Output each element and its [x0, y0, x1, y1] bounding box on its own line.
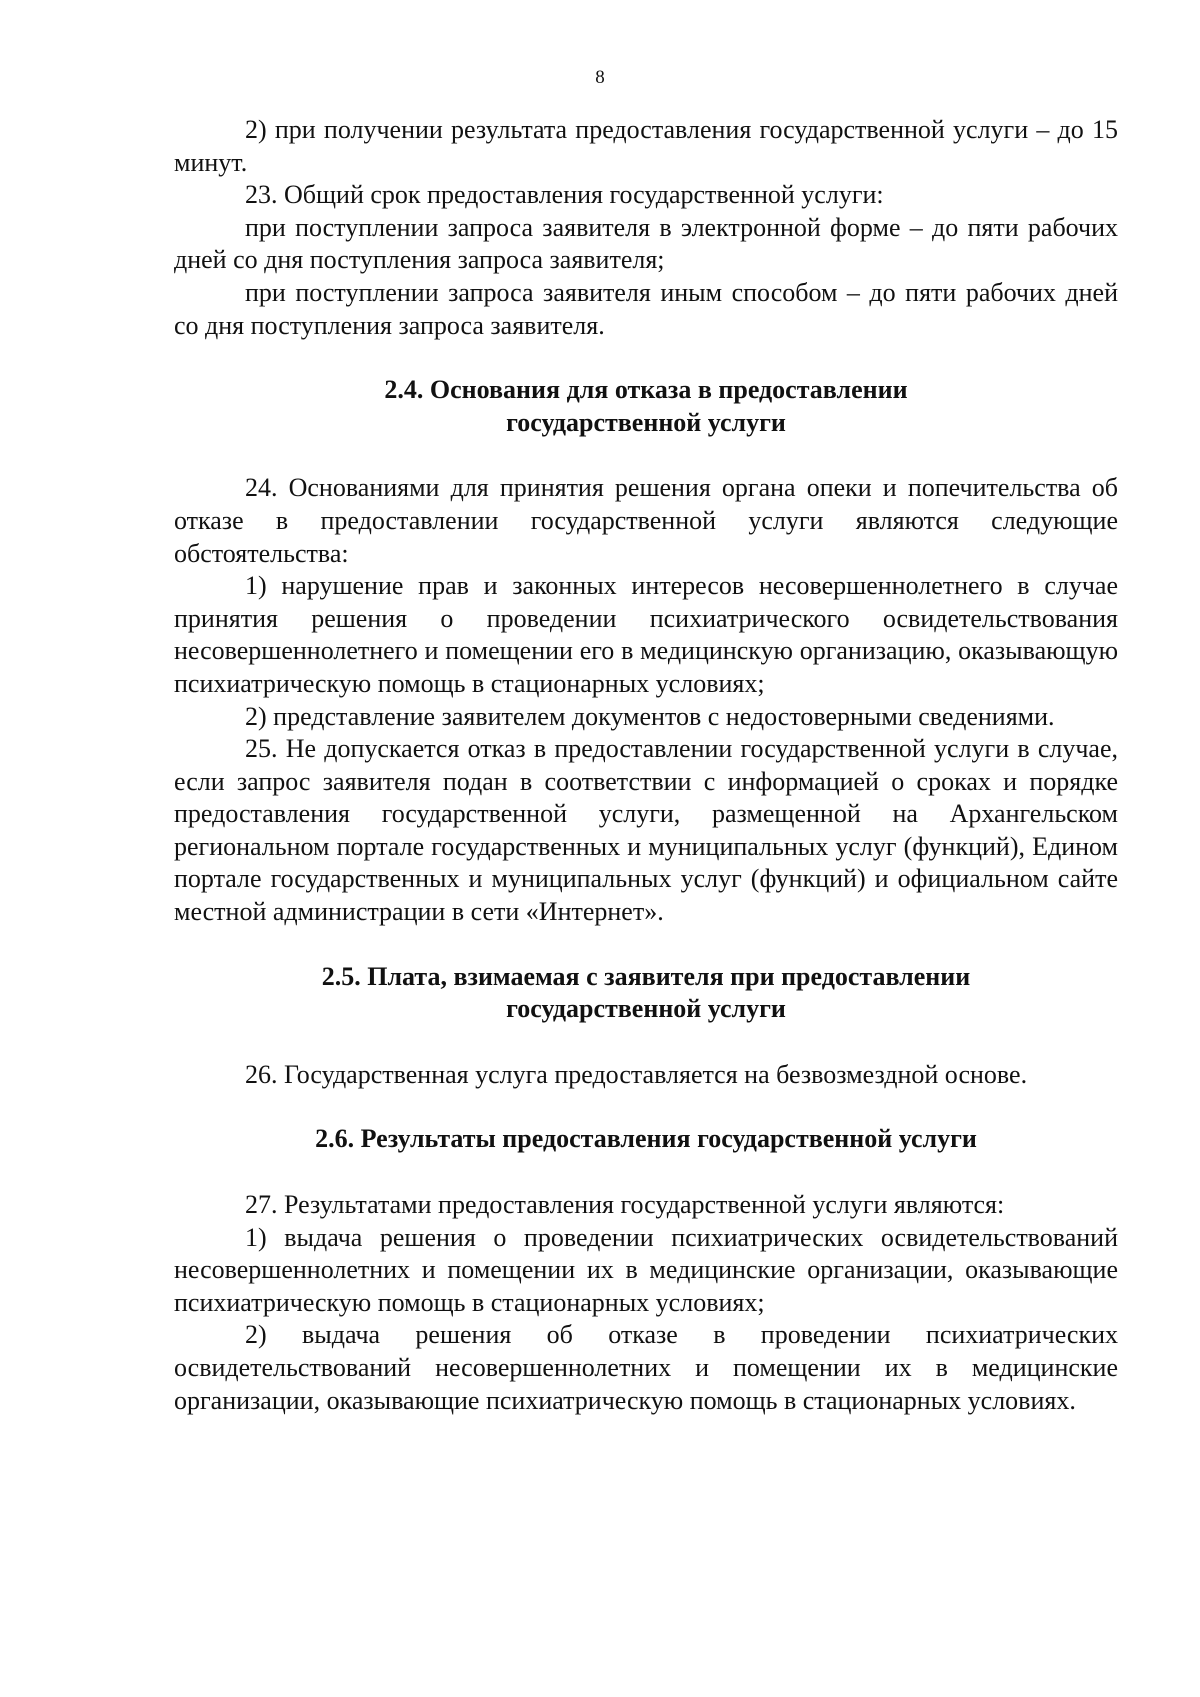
paragraph-23-total-term: 23. Общий срок предоставления государственной услуги: [245, 180, 884, 210]
paragraph-26-free-of-charge: 26. Государственная услуга предоставляется на безвозмездной основе. [245, 1059, 1028, 1089]
section-heading-2-4-line-2: государственной услуги [506, 407, 786, 437]
paragraph-other-request: при поступлении запроса заявителя иным способом – до пяти рабочих дней со дня поступления запроса заявителя. [174, 277, 1118, 340]
section-heading-2-5-line-1: 2.5. Плата, взимаемая с заявителя при предоставлении [321, 961, 971, 991]
document-body [174, 114, 1118, 1417]
section-heading-2-4-line-1: 2.4. Основания для отказа в предоставлении [384, 375, 908, 405]
paragraph-24-item-1: 1) нарушение прав и законных интересов несовершеннолетнего в случае принятия решения о проведении психиатрического освидетельствования несовершеннолетнего и помещении его в медицинскую организацию, оказывающую психиатрическую помощь в стационарных условиях; [174, 571, 1118, 698]
paragraph-25-no-refusal: 25. Не допускается отказ в предоставлении государственной услуги в случае, если запрос заявителя подан в соответствии с информацией о сроках и порядке предоставления государственной услуги, размещенной на Архангельском региональном портале государственных и муниципальных услуг (функций), Едином портале государственных и муниципальных услуг (функций) и официальном сайте местной администрации в сети «Интернет». [174, 734, 1118, 927]
section-heading-2-6 [174, 1123, 1118, 1156]
paragraph-27-item-1: 1) выдача решения о проведении психиатрических освидетельствований несовершеннолетних и помещении их в медицинские организации, оказывающие психиатрическую помощь в стационарных условиях; [174, 1222, 1118, 1317]
paragraph-27-item-2: 2) выдача решения об отказе в проведении психиатрических освидетельствований несовершеннолетних и помещении их в медицинские организации, оказывающие психиатрическую помощь в стационарных условиях. [174, 1320, 1118, 1415]
paragraph-24-refusal-grounds: 24. Основаниями для принятия решения органа опеки и попечительства об отказе в предоставлении государственной услуги являются следующие обстоятельства: [174, 473, 1118, 568]
paragraph-24-item-2: 2) представление заявителем документов с недостоверными сведениями. [245, 701, 1055, 731]
paragraph-27-results: 27. Результатами предоставления государственной услуги являются: [245, 1190, 1005, 1220]
paragraph-electronic-request: при поступлении запроса заявителя в электронной форме – до пяти рабочих дней со дня поступления запроса заявителя; [174, 212, 1118, 275]
section-heading-2-5-line-2: государственной услуги [506, 994, 786, 1024]
paragraph-item-2-receipt-time: 2) при получении результата предоставления государственной услуги – до 15 минут. [174, 115, 1118, 177]
section-heading-2-5 [174, 961, 1118, 1026]
section-heading-2-6-line-1: 2.6. Результаты предоставления государственной услуги [315, 1124, 977, 1154]
section-heading-2-4 [174, 374, 1118, 439]
page-number: 8 [595, 67, 605, 88]
